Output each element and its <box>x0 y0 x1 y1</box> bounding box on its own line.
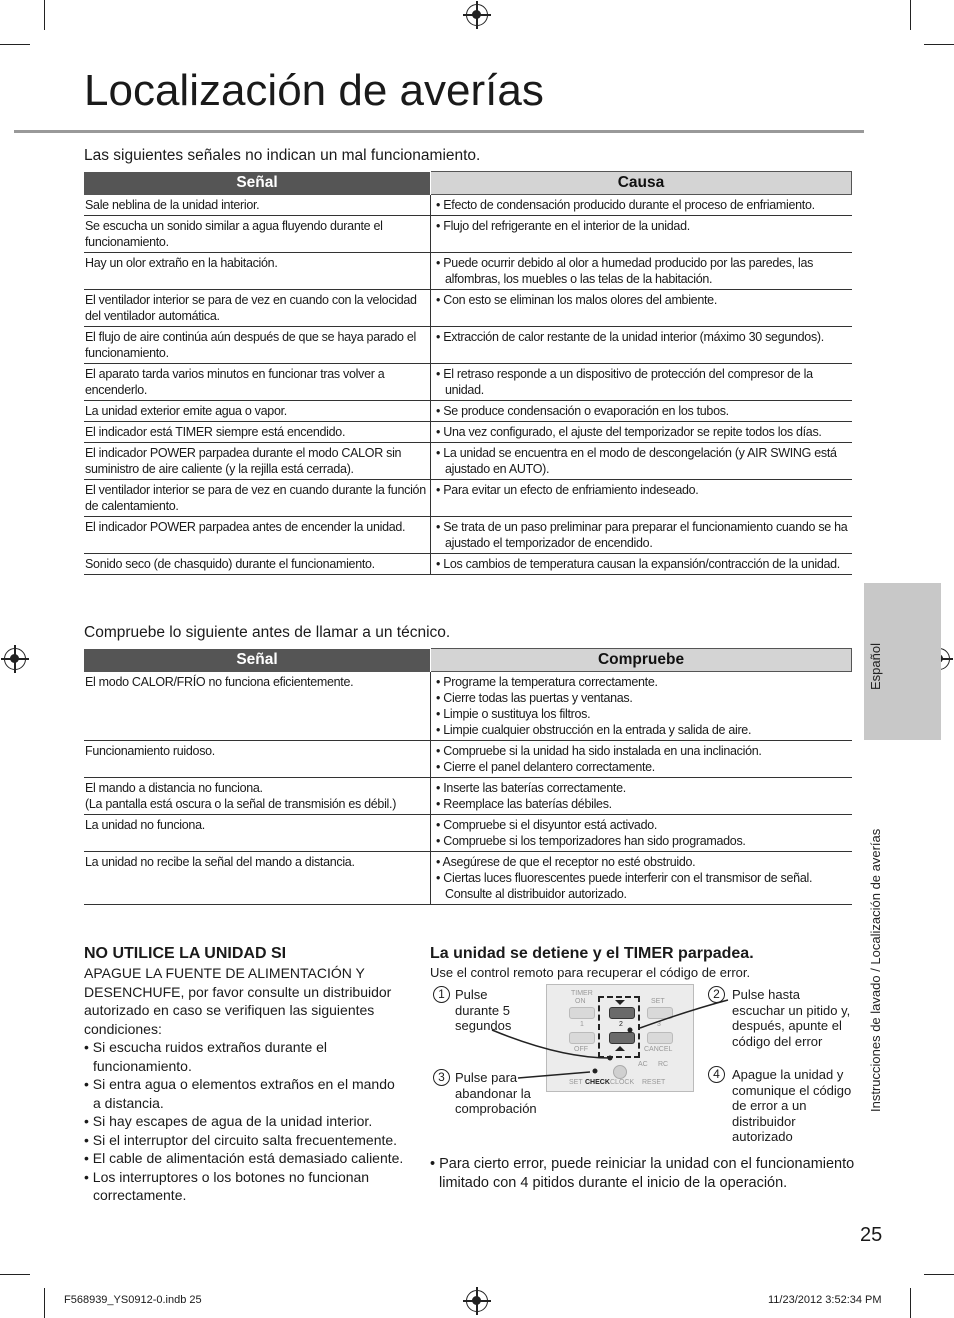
signal-cell: La unidad exterior emite agua o vapor. <box>84 401 431 422</box>
cause-cell <box>431 443 852 480</box>
signal-cell: El modo CALOR/FRÍO no funciona eficientemente. <box>84 672 431 741</box>
cause-cell <box>431 422 852 443</box>
check-item: • Compruebe si el disyuntor está activado. <box>436 818 658 832</box>
sidebar-section: Instrucciones de lavado / Localización de averías <box>868 828 883 1112</box>
crop-mark <box>910 0 911 30</box>
cause-cell <box>431 216 852 253</box>
table-row <box>84 672 852 741</box>
sidebar-language: Español <box>868 643 883 690</box>
signal-cell: Se escucha un sonido similar a agua fluyendo durante el funcionamiento. <box>84 216 431 253</box>
list-item: • Si el interruptor del circuito salta frecuentemente. <box>84 1131 398 1148</box>
page-number: 25 <box>860 1224 883 1246</box>
crop-mark <box>0 44 30 45</box>
remote-label: 2 <box>619 1021 623 1028</box>
cause-cell <box>431 401 852 422</box>
check-item: • Reemplace las baterías débiles. <box>436 797 612 811</box>
signal-cell: El flujo de aire continúa aún después de que se haya parado el funcionamiento. <box>84 327 431 364</box>
highlight-box <box>598 996 640 1058</box>
step-text: Pulse para abandonar la comprobación <box>455 1070 537 1116</box>
signal-cell: Sale neblina de la unidad interior. <box>84 195 431 216</box>
check-item: • Asegúrese de que el receptor no esté obstruido. <box>436 855 696 869</box>
signal-cell: La unidad no funciona. <box>84 815 431 852</box>
page-title: Localización de averías <box>84 66 544 115</box>
header-check: Compruebe <box>431 649 852 672</box>
signal-cell: El indicador POWER parpadea antes de encender la unidad. <box>84 517 431 554</box>
signals-table <box>84 171 852 575</box>
step-number: 4 <box>708 1066 725 1083</box>
step-number: 2 <box>708 986 725 1003</box>
table1-intro: Las siguientes señales no indican un mal funcionamiento. <box>84 147 481 164</box>
no-use-heading: NO UTILICE LA UNIDAD SI <box>84 945 287 962</box>
timer-subtitle: Use el control remoto para recuperar el código de error. <box>430 965 751 980</box>
header-cause: Causa <box>431 172 852 195</box>
step-number: 3 <box>433 1069 450 1086</box>
cause-text: • Efecto de condensación producido durante el proceso de enfriamiento. <box>436 198 815 212</box>
signal-cell: El aparato tarda varios minutos en funcionar tras volver a encenderlo. <box>84 364 431 401</box>
list-item: • El cable de alimentación está demasiado caliente. <box>84 1150 404 1166</box>
signal-cell: Sonido seco (de chasquido) durante el funcionamiento. <box>84 554 431 575</box>
cause-cell <box>431 327 852 364</box>
cause-cell <box>431 517 852 554</box>
remote-label: CLOCK <box>610 1079 635 1086</box>
check-cell <box>431 741 852 778</box>
check-item: • Compruebe si los temporizadores han sido programados. <box>436 834 746 848</box>
list-item: • Si escucha ruidos extraños durante el funcionamiento. <box>84 1039 328 1074</box>
checks-table <box>84 648 852 905</box>
crop-mark <box>44 1288 45 1318</box>
footer-file: F568939_YS0912-0.indb 25 <box>64 1294 202 1306</box>
cause-cell <box>431 480 852 517</box>
table-row <box>84 422 852 443</box>
step-number: 1 <box>433 986 450 1003</box>
cause-text: • Con esto se eliminan los malos olores del ambiente. <box>436 293 717 307</box>
remote-label: OFF <box>574 1046 588 1053</box>
table-row <box>84 290 852 327</box>
cause-cell <box>431 554 852 575</box>
check-item: • Cierre el panel delantero correctamente. <box>436 760 655 774</box>
no-use-intro: APAGUE LA FUENTE DE ALIMENTACIÓN Y DESENCHUFE, por favor consulte un distribuidor autorizado en caso se verifiquen las siguientes condiciones: <box>84 965 392 1037</box>
cause-text: • Los cambios de temperatura causan la expansión/contracción de la unidad. <box>436 557 840 571</box>
footer-date: 11/23/2012 3:52:34 PM <box>768 1294 882 1306</box>
step-text: Apague la unidad y comunique el código de error a un distribuidor autorizado <box>732 1067 852 1144</box>
table-row <box>84 741 852 778</box>
table-row <box>84 327 852 364</box>
remote-label: AC <box>638 1061 648 1068</box>
cause-text: • Puede ocurrir debido al olor a humedad producido por las paredes, las alfombras, los muebles o las telas de la habitación. <box>436 256 814 286</box>
remote-button <box>647 1032 673 1044</box>
cause-cell <box>431 195 852 216</box>
check-item: • Ciertas luces fluorescentes puede interferir con el transmisor de señal. Consulte al distribuidor autorizado. <box>436 871 813 901</box>
remote-label: CHECK <box>585 1079 610 1086</box>
crop-mark <box>924 1274 954 1275</box>
check-item: • Compruebe si la unidad ha sido instalada en una inclinación. <box>436 744 762 758</box>
crop-mark <box>0 1274 30 1275</box>
table-row <box>84 778 852 815</box>
table-row <box>84 443 852 480</box>
check-item: • Inserte las baterías correctamente. <box>436 781 626 795</box>
table-row <box>84 401 852 422</box>
crop-mark <box>44 0 45 30</box>
remote-label: TIMER <box>571 990 593 997</box>
remote-label: CANCEL <box>644 1046 673 1053</box>
remote-label: RC <box>658 1061 669 1068</box>
cause-text: • Flujo del refrigerante en el interior de la unidad. <box>436 219 690 233</box>
cause-cell <box>431 364 852 401</box>
signal-cell: El indicador está TIMER siempre está encendido. <box>84 422 431 443</box>
remote-label: 1 <box>580 1021 584 1028</box>
signal-cell: La unidad no recibe la señal del mando a distancia. <box>84 852 431 905</box>
cause-text: • Para evitar un efecto de enfriamiento indeseado. <box>436 483 699 497</box>
cause-text: • Se produce condensación o evaporación en los tubos. <box>436 404 729 418</box>
table-row <box>84 852 852 905</box>
check-item: • Limpie cualquier obstrucción en la entrada y salida de aire. <box>436 723 752 737</box>
remote-label: SET <box>569 1079 583 1086</box>
crop-mark <box>924 44 954 45</box>
table-row <box>84 364 852 401</box>
check-cell <box>431 815 852 852</box>
table-row <box>84 195 852 216</box>
title-rule <box>14 130 864 133</box>
remote-button <box>569 1032 595 1044</box>
remote-label: 3 <box>657 1021 661 1028</box>
list-item: • Si entra agua o elementos extraños en el mando a distancia. <box>84 1076 395 1111</box>
cause-text: • Se trata de un paso preliminar para preparar el funcionamiento cuando se ha ajustado el temporizador de encendido. <box>436 520 848 550</box>
list-item: • Si hay escapes de agua de la unidad interior. <box>84 1113 373 1129</box>
list-item: • Los interruptores o los botones no funcionan correctamente. <box>84 1168 370 1203</box>
check-cell <box>431 852 852 905</box>
cause-cell <box>431 253 852 290</box>
crop-mark <box>910 1288 911 1318</box>
check-item: • Limpie o sustituya los filtros. <box>436 707 591 721</box>
registration-mark-icon <box>4 648 26 670</box>
header-signal: Señal <box>84 649 431 672</box>
table-row <box>84 216 852 253</box>
check-cell <box>431 672 852 741</box>
table-row <box>84 554 852 575</box>
timer-heading: La unidad se detiene y el TIMER parpadea. <box>430 945 754 962</box>
remote-button <box>647 1007 673 1019</box>
table-row <box>84 480 852 517</box>
table2-intro: Compruebe lo siguiente antes de llamar a un técnico. <box>84 624 451 641</box>
check-item: • Programe la temperatura correctamente. <box>436 675 658 689</box>
header-signal: Señal <box>84 172 431 195</box>
remote-round-button <box>613 1065 627 1079</box>
no-use-text <box>84 964 404 1205</box>
cause-text: • Una vez configurado, el ajuste del temporizador se repite todos los días. <box>436 425 822 439</box>
timer-note: • Para cierto error, puede reiniciar la unidad con el funcionamiento limitado con 4 pitidos durante el inicio de la operación. <box>430 1156 855 1191</box>
cause-cell <box>431 290 852 327</box>
remote-label: RESET <box>642 1079 666 1086</box>
signal-cell: Hay un olor extraño en la habitación. <box>84 253 431 290</box>
signal-cell: El ventilador interior se para de vez en cuando durante la función de calentamiento. <box>84 480 431 517</box>
remote-label: SET <box>651 998 665 1005</box>
cause-text: • La unidad se encuentra en el modo de descongelación (y AIR SWING está ajustado en AUTO). <box>436 446 837 476</box>
table-row <box>84 253 852 290</box>
signal-cell: El mando a distancia no funciona. (La pantalla está oscura o la señal de transmisión es débil.) <box>84 778 431 815</box>
step-text: Pulse hasta escuchar un pitido y, después, apunte el código del error <box>732 987 851 1049</box>
signal-cell: Funcionamiento ruidoso. <box>84 741 431 778</box>
cause-text: • El retraso responde a un dispositivo de protección del compresor de la unidad. <box>436 367 813 397</box>
signal-cell: El indicador POWER parpadea durante el modo CALOR sin suministro de aire caliente (y la rejilla está cerrada). <box>84 443 431 480</box>
check-item: • Cierre todas las puertas y ventanas. <box>436 691 633 705</box>
remote-button <box>569 1007 595 1019</box>
cause-text: • Extracción de calor restante de la unidad interior (máximo 30 segundos). <box>436 330 824 344</box>
registration-mark-icon <box>466 4 488 26</box>
remote-label: ON <box>575 998 586 1005</box>
table-row <box>84 815 852 852</box>
table-row <box>84 517 852 554</box>
check-cell <box>431 778 852 815</box>
step-text: Pulse durante 5 segundos <box>455 987 512 1033</box>
registration-mark-icon <box>466 1290 488 1312</box>
signal-cell: El ventilador interior se para de vez en cuando con la velocidad del ventilador automática. <box>84 290 431 327</box>
